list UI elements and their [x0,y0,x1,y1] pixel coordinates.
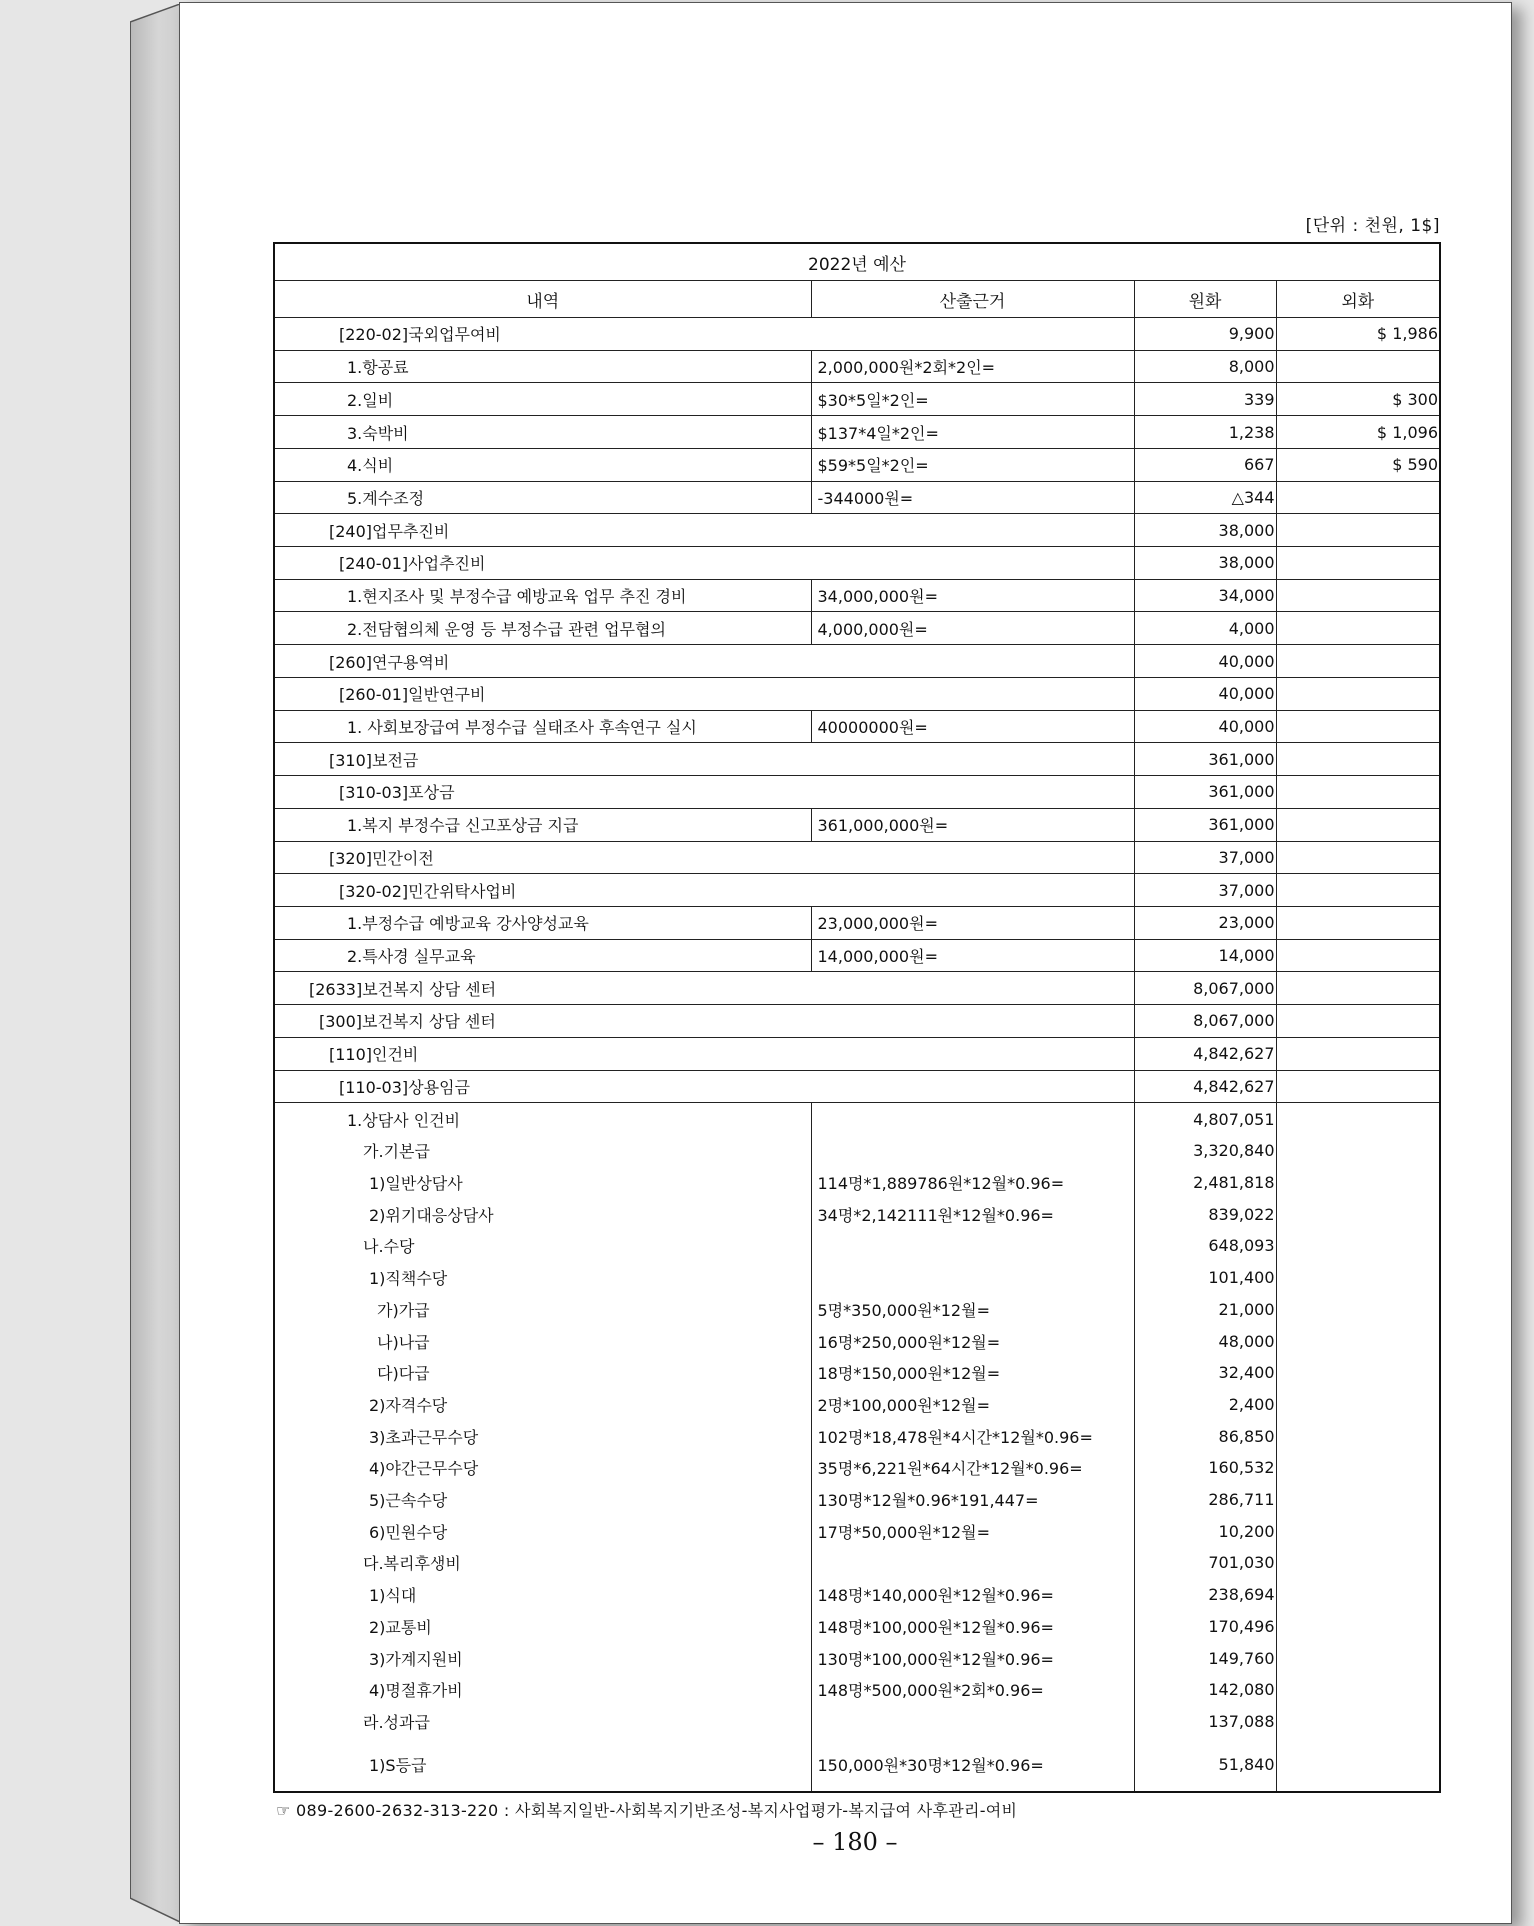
row-fx-amount: $ 1,096 [1276,416,1440,449]
row-krw-amount: 839,022 [1134,1198,1276,1230]
row-fx-amount [1276,1230,1440,1262]
row-krw-amount: 648,093 [1134,1230,1276,1262]
row-basis: 16명*250,000원*12월= [811,1325,1134,1357]
row-fx-amount: $ 300 [1276,383,1440,416]
unit-label: [단위 : 천원, 1$] [1305,216,1440,236]
row-fx-amount [1276,743,1440,776]
row-krw-amount: 101,400 [1134,1262,1276,1294]
row-detail: [320]민간이전 [274,841,1134,874]
row-basis [811,1135,1134,1167]
row-basis: 40000000원= [811,710,1134,743]
table-row [274,1198,1440,1230]
row-fx-amount [1276,1357,1440,1389]
row-krw-amount: 170,496 [1134,1611,1276,1643]
row-basis: 148명*100,000원*12월*0.96= [811,1611,1134,1643]
row-fx-amount: $ 590 [1276,448,1440,481]
row-detail: [2633]보건복지 상담 센터 [274,972,1134,1005]
row-krw-amount: 9,900 [1134,318,1276,351]
row-detail: [260]연구용역비 [274,645,1134,678]
row-detail: 2.전담협의체 운영 등 부정수급 관련 업무협의 [274,612,811,645]
row-detail: 2)자격수당 [274,1389,811,1421]
row-krw-amount: 4,842,627 [1134,1070,1276,1103]
row-detail: [310-03]포상금 [274,776,1134,809]
row-fx-amount [1276,1420,1440,1452]
header-detail: 내역 [274,281,811,318]
row-basis: 148명*500,000원*2회*0.96= [811,1674,1134,1706]
page-number: – 180 – [812,1828,898,1856]
row-krw-amount: 2,481,818 [1134,1167,1276,1199]
table-row [274,1037,1440,1070]
row-fx-amount [1276,514,1440,547]
row-fx-amount [1276,1005,1440,1038]
row-krw-amount: 160,532 [1134,1452,1276,1484]
row-krw-amount: 8,000 [1134,350,1276,383]
row-basis: 23,000,000원= [811,906,1134,939]
row-detail: [240]업무추진비 [274,514,1134,547]
row-krw-amount: 14,000 [1134,939,1276,972]
row-fx-amount [1276,1611,1440,1643]
header-basis: 산출근거 [811,281,1134,318]
row-detail: 나.수당 [274,1230,811,1262]
table-row [274,1293,1440,1325]
row-detail: 5.계수조정 [274,481,811,514]
row-detail: 1)식대 [274,1579,811,1611]
row-basis [811,1230,1134,1262]
table-row [274,645,1440,678]
budget-table [273,242,1441,1793]
table-row [274,906,1440,939]
row-detail: 2.특사경 실무교육 [274,939,811,972]
row-krw-amount: 4,807,051 [1134,1103,1276,1135]
row-krw-amount: 38,000 [1134,514,1276,547]
row-krw-amount: 286,711 [1134,1484,1276,1516]
table-row [274,1579,1440,1611]
row-fx-amount [1276,1167,1440,1199]
table-row [274,743,1440,776]
row-fx-amount [1276,481,1440,514]
row-detail: 1.복지 부정수급 신고포상금 지급 [274,808,811,841]
table-row [274,1547,1440,1579]
row-basis [811,1706,1134,1738]
row-fx-amount [1276,1642,1440,1674]
row-detail: 4)야간근무수당 [274,1452,811,1484]
table-row [274,1262,1440,1294]
row-basis: 130명*12월*0.96*191,447= [811,1484,1134,1516]
row-fx-amount [1276,874,1440,907]
row-fx-amount [1276,547,1440,580]
row-krw-amount: 361,000 [1134,808,1276,841]
row-krw-amount: 37,000 [1134,874,1276,907]
table-row [274,1737,1440,1792]
table-row [274,547,1440,580]
table-row [274,383,1440,416]
table-row [274,1389,1440,1421]
row-fx-amount [1276,1037,1440,1070]
row-krw-amount: 34,000 [1134,579,1276,612]
row-detail: 6)민원수당 [274,1515,811,1547]
row-detail: [110]인건비 [274,1037,1134,1070]
row-detail: 4.식비 [274,448,811,481]
row-detail: 2)위기대응상담사 [274,1198,811,1230]
table-row [274,1357,1440,1389]
row-fx-amount [1276,1484,1440,1516]
row-basis: 114명*1,889786원*12월*0.96= [811,1167,1134,1199]
row-detail: [260-01]일반연구비 [274,677,1134,710]
table-row [274,514,1440,547]
header-fx: 외화 [1276,281,1440,318]
table-row [274,612,1440,645]
table-row [274,1452,1440,1484]
row-basis: 150,000원*30명*12월*0.96= [811,1737,1134,1792]
row-detail: 가)가급 [274,1293,811,1325]
table-row [274,841,1440,874]
row-krw-amount: 23,000 [1134,906,1276,939]
row-krw-amount: 667 [1134,448,1276,481]
table-title: 2022년 예산 [274,243,1440,281]
row-basis: -344000원= [811,481,1134,514]
row-fx-amount [1276,1706,1440,1738]
row-krw-amount: 40,000 [1134,710,1276,743]
row-basis: 2명*100,000원*12월= [811,1389,1134,1421]
row-krw-amount: 40,000 [1134,645,1276,678]
table-row [274,677,1440,710]
row-basis [811,1547,1134,1579]
row-detail: 2)교통비 [274,1611,811,1643]
row-fx-amount [1276,645,1440,678]
row-krw-amount: 48,000 [1134,1325,1276,1357]
row-fx-amount [1276,1389,1440,1421]
table-row [274,776,1440,809]
row-basis: 148명*140,000원*12월*0.96= [811,1579,1134,1611]
row-fx-amount [1276,972,1440,1005]
row-basis: 34명*2,142111원*12월*0.96= [811,1198,1134,1230]
table-row [274,1706,1440,1738]
table-row [274,972,1440,1005]
row-krw-amount: 4,000 [1134,612,1276,645]
row-basis: 17명*50,000원*12월= [811,1515,1134,1547]
row-basis: 102명*18,478원*4시간*12월*0.96= [811,1420,1134,1452]
table-row [274,481,1440,514]
table-title-row [274,243,1440,281]
row-basis: 18명*150,000원*12월= [811,1357,1134,1389]
row-basis [811,1262,1134,1294]
row-krw-amount: 339 [1134,383,1276,416]
row-krw-amount: 21,000 [1134,1293,1276,1325]
row-basis: 34,000,000원= [811,579,1134,612]
row-krw-amount: 32,400 [1134,1357,1276,1389]
row-basis: 2,000,000원*2회*2인= [811,350,1134,383]
table-row [274,710,1440,743]
row-detail: 3)초과근무수당 [274,1420,811,1452]
row-fx-amount [1276,1325,1440,1357]
row-krw-amount: 10,200 [1134,1515,1276,1547]
row-basis [811,1103,1134,1135]
row-basis: 4,000,000원= [811,612,1134,645]
table-row [274,1515,1440,1547]
row-fx-amount [1276,1674,1440,1706]
table-row [274,448,1440,481]
table-row [274,1135,1440,1167]
row-detail: [320-02]민간위탁사업비 [274,874,1134,907]
row-fx-amount [1276,579,1440,612]
row-krw-amount: 51,840 [1134,1737,1276,1792]
row-basis: $137*4일*2인= [811,416,1134,449]
row-krw-amount: 38,000 [1134,547,1276,580]
row-krw-amount: 361,000 [1134,743,1276,776]
row-krw-amount: 40,000 [1134,677,1276,710]
row-fx-amount: $ 1,986 [1276,318,1440,351]
row-krw-amount: △344 [1134,481,1276,514]
row-detail: 1.부정수급 예방교육 강사양성교육 [274,906,811,939]
table-row [274,1325,1440,1357]
row-fx-amount [1276,1103,1440,1135]
row-detail: 다.복리후생비 [274,1547,811,1579]
row-detail: 3.숙박비 [274,416,811,449]
table-row [274,318,1440,351]
row-detail: 1. 사회보장급여 부정수급 실태조사 후속연구 실시 [274,710,811,743]
row-detail: [240-01]사업추진비 [274,547,1134,580]
table-row [274,1103,1440,1135]
row-fx-amount [1276,1515,1440,1547]
row-detail: 1)일반상담사 [274,1167,811,1199]
row-krw-amount: 37,000 [1134,841,1276,874]
row-detail: 2.일비 [274,383,811,416]
row-detail: 4)명절휴가비 [274,1674,811,1706]
row-krw-amount: 361,000 [1134,776,1276,809]
row-krw-amount: 137,088 [1134,1706,1276,1738]
table-row [274,1484,1440,1516]
table-row [274,416,1440,449]
row-fx-amount [1276,1737,1440,1792]
table-row [274,808,1440,841]
row-detail: 다)다급 [274,1357,811,1389]
row-krw-amount: 142,080 [1134,1674,1276,1706]
row-detail: 라.성과급 [274,1706,811,1738]
page-spine [130,4,181,1922]
row-detail: [220-02]국외업무여비 [274,318,1134,351]
row-basis: 130명*100,000원*12월*0.96= [811,1642,1134,1674]
row-detail: 1.항공료 [274,350,811,383]
row-basis: 5명*350,000원*12월= [811,1293,1134,1325]
table-row [274,1420,1440,1452]
table-body [274,318,1440,1793]
row-basis: $30*5일*2인= [811,383,1134,416]
row-krw-amount: 1,238 [1134,416,1276,449]
row-detail: [110-03]상용임금 [274,1070,1134,1103]
row-fx-amount [1276,677,1440,710]
row-basis: 35명*6,221원*64시간*12월*0.96= [811,1452,1134,1484]
table-row [274,1167,1440,1199]
table-row [274,939,1440,972]
row-fx-amount [1276,1293,1440,1325]
row-fx-amount [1276,1547,1440,1579]
table-row [274,1611,1440,1643]
row-detail: 3)가계지원비 [274,1642,811,1674]
table-row [274,350,1440,383]
row-basis: 361,000,000원= [811,808,1134,841]
row-krw-amount: 86,850 [1134,1420,1276,1452]
row-krw-amount: 8,067,000 [1134,1005,1276,1038]
row-fx-amount [1276,1262,1440,1294]
row-basis: $59*5일*2인= [811,448,1134,481]
row-fx-amount [1276,776,1440,809]
row-fx-amount [1276,906,1440,939]
row-krw-amount: 701,030 [1134,1547,1276,1579]
row-fx-amount [1276,612,1440,645]
row-detail: [300]보건복지 상담 센터 [274,1005,1134,1038]
table-row [274,1005,1440,1038]
row-krw-amount: 238,694 [1134,1579,1276,1611]
row-fx-amount [1276,1070,1440,1103]
row-fx-amount [1276,939,1440,972]
row-detail: 가.기본급 [274,1135,811,1167]
row-fx-amount [1276,350,1440,383]
row-fx-amount [1276,808,1440,841]
row-basis: 14,000,000원= [811,939,1134,972]
table-header-row [274,281,1440,318]
row-detail: [310]보전금 [274,743,1134,776]
row-krw-amount: 4,842,627 [1134,1037,1276,1070]
footnote: ☞ 089-2600-2632-313-220 : 사회복지일반-사회복지기반조성-복지사업평가-복지급여 사후관리-여비 [276,1801,1018,1820]
table-row [274,874,1440,907]
row-detail: 1.상담사 인건비 [274,1103,811,1135]
table-row [274,579,1440,612]
row-krw-amount: 8,067,000 [1134,972,1276,1005]
row-krw-amount: 2,400 [1134,1389,1276,1421]
row-fx-amount [1276,1135,1440,1167]
row-fx-amount [1276,841,1440,874]
row-detail: 1)S등급 [274,1737,811,1792]
row-fx-amount [1276,710,1440,743]
row-detail: 1.현지조사 및 부정수급 예방교육 업무 추진 경비 [274,579,811,612]
table-row [274,1070,1440,1103]
row-detail: 1)직책수당 [274,1262,811,1294]
row-krw-amount: 149,760 [1134,1642,1276,1674]
row-detail: 5)근속수당 [274,1484,811,1516]
row-fx-amount [1276,1579,1440,1611]
row-krw-amount: 3,320,840 [1134,1135,1276,1167]
row-fx-amount [1276,1198,1440,1230]
row-detail: 나)나급 [274,1325,811,1357]
row-fx-amount [1276,1452,1440,1484]
header-krw: 원화 [1134,281,1276,318]
table-row [274,1674,1440,1706]
table-row [274,1642,1440,1674]
table-row [274,1230,1440,1262]
